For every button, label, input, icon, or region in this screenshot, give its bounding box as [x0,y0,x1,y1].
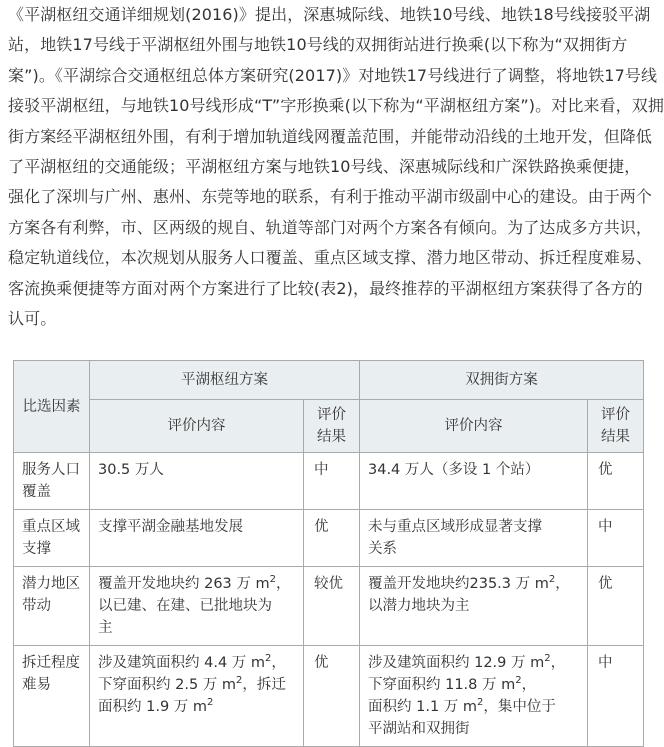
paragraph-line: 客流换乘便捷等方面对两个方案进行了比较(表2)，最终推荐的平湖枢纽方案获得了各方的 [8,278,643,298]
header-eval-content: 评价内容 [360,400,588,453]
plan-b-content-cell: 覆盖开发地块约235.3 万 $m^2$， 以潜力地块为主 [360,567,588,646]
paragraph-line: 强化了深圳与广州、惠州、东莞等地的联系，有利于推动平湖市级副中心的建设。由于两个 [8,187,653,207]
paragraph-line: 了平湖枢纽的交通能级；平湖枢纽方案与地铁10号线、深惠城际线和广深铁路换乘便捷， [8,156,641,176]
table-row [14,453,644,510]
paragraph-line: 接驳平湖枢纽，与地铁10号线形成“T”字形换乘(以下称为“平湖枢纽方案”)。对比来看，双拥 [8,96,664,116]
paragraph-line: 方案各有利弊，市、区两级的规自、轨道等部门对两个方案各有倾向。为了达成多方共识， [8,217,653,237]
table-row [14,567,644,646]
plan-a-content-cell: 覆盖开发地块约 263 万 $m^2$， 以已建、在建、已批地块为 主 [90,567,304,646]
table-row [14,510,644,567]
header-plan-pinghu: 平湖枢纽方案 [90,361,360,400]
plan-b-content-cell: 涉及建筑面积约 12.9 万 $m^2$， 下穿面积约 11.8 万 $m^2$， 面积约 1.1 万 $m^2$，集中位于 平湖站和双拥街 [360,646,588,747]
header-factor: 比选因素 [14,361,90,453]
paragraph-line: 街方案经平湖枢纽外围，有利于增加轨道线网覆盖范围，并能带动沿线的土地开发，但降低 [8,126,653,146]
paragraph-line: 案”)。《平湖综合交通枢纽总体方案研究(2017)》对地铁17号线进行了调整，将地铁17号线 [8,65,658,85]
body-paragraph [8,0,664,334]
factor-cell: 潜力地区 带动 [14,567,90,646]
plan-b-result-cell: 优 [588,567,644,646]
table-row [14,646,644,747]
paragraph-line: 站，地铁17号线于平湖枢纽外围与地铁10号线的双拥街站进行换乘(以下称为“双拥街方 [8,35,628,55]
header-eval-result: 评价 结果 [304,400,360,453]
plan-a-result-cell: 中 [304,453,360,510]
comparison-table [13,360,644,747]
paragraph-line: 认可。 [8,308,57,328]
plan-a-content-cell: 涉及建筑面积约 4.4 万 $m^2$， 下穿面积约 2.5 万 $m^2$，拆迁 面积约 1.9 万 $m^2$ [90,646,304,747]
header-eval-result: 评价 结果 [588,400,644,453]
plan-b-result-cell: 中 [588,646,644,747]
plan-b-result-cell: 优 [588,453,644,510]
paragraph-line: 稳定轨道线位，本次规划从服务人口覆盖、重点区域支撑、潜力地区带动、拆迁程度难易、 [8,248,653,268]
paragraph-line: 《平湖枢纽交通详细规划(2016)》提出，深惠城际线、地铁10号线、地铁18号线接驳平湖 [8,5,651,24]
plan-a-content-cell: 支撑平湖金融基地发展 [90,510,304,567]
factor-cell: 重点区域 支撑 [14,510,90,567]
plan-a-result-cell: 较优 [304,567,360,646]
plan-a-result-cell: 优 [304,646,360,747]
header-eval-content: 评价内容 [90,400,304,453]
plan-b-content-cell: 34.4 万人（多设 1 个站） [360,453,588,510]
plan-a-content-cell: 30.5 万人 [90,453,304,510]
plan-a-result-cell: 优 [304,510,360,567]
factor-cell: 服务人口 覆盖 [14,453,90,510]
plan-b-result-cell: 中 [588,510,644,567]
comparison-table-wrapper [13,360,643,747]
header-plan-shuangyongjie: 双拥街方案 [360,361,644,400]
plan-b-content-cell: 未与重点区域形成显著支撑 关系 [360,510,588,567]
factor-cell: 拆迁程度 难易 [14,646,90,747]
